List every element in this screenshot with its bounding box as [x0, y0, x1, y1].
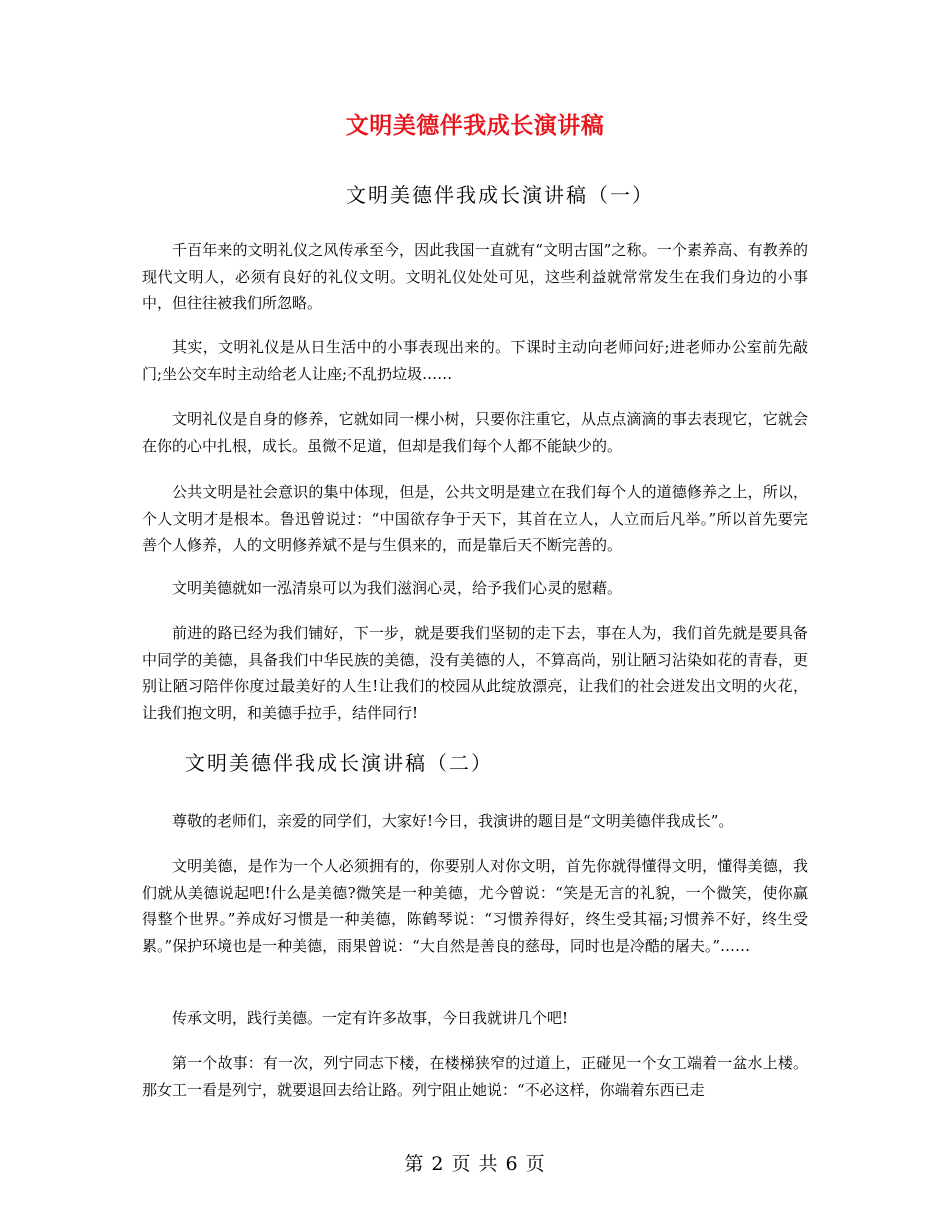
paragraph: 其实，文明礼仪是从日生活中的小事表现出来的。下课时主动向老师问好;进老师办公室前先敲门;坐公交车时主动给老人让座;不乱扔垃圾……	[142, 338, 808, 383]
paragraph: 文明美德，是作为一个人必须拥有的，你要别人对你文明，首先你就得懂得文明，懂得美德，我们就从美德说起吧!什么是美德?微笑是一种美德，尤今曾说：“笑是无言的礼貌，一个微笑，使你赢得整个世界。”养成好习惯是一种美德，陈鹤琴说：“习惯养得好，终生受其福;习惯养不好，终生受累。”保护环境也是一种美德，雨果曾说：“大自然是善良的慈母，同时也是冷酷的屠夫。”……	[142, 857, 808, 955]
paragraph: 前进的路已经为我们铺好，下一步，就是要我们坚韧的走下去，事在人为，我们首先就是要具备中同学的美德，具备我们中华民族的美德，没有美德的人，不算高尚，别让陋习沾染如花的青春，更别让陋习陪伴你度过最美好的人生!让我们的校园从此绽放漂亮，让我们的社会迸发出文明的火花，让我们抱文明，和美德手拉手，结伴同行!	[142, 624, 808, 722]
paragraph: 传承文明，践行美德。一定有许多故事，今日我就讲几个吧!	[172, 1009, 569, 1027]
document-title: 文明美德伴我成长演讲稿	[345, 113, 605, 139]
paragraph: 尊敬的老师们，亲爱的同学们，大家好!今日，我演讲的题目是“文明美德伴我成长”。	[172, 812, 734, 830]
section-heading-2: 文明美德伴我成长演讲稿（二）	[185, 751, 493, 775]
paragraph: 第一个故事：有一次，列宁同志下楼，在楼梯狭窄的过道上，正碰见一个女工端着一盆水上楼。那女工一看是列宁，就要退回去给让路。列宁阻止她说：“不必这样，你端着东西已走	[142, 1054, 808, 1099]
page-footer: 第 2 页 共 6 页	[404, 1153, 546, 1175]
section-heading-1: 文明美德伴我成长演讲稿（一）	[346, 183, 654, 207]
paragraph: 公共文明是社会意识的集中体现，但是，公共文明是建立在我们每个人的道德修养之上，所以，个人文明才是根本。鲁迅曾说过：“中国欲存争于天下，其首在立人，人立而后凡举。”所以首先要完善个人修养，人的文明修养斌不是与生俱来的，而是靠后天不断完善的。	[142, 483, 808, 554]
paragraph: 文明美德就如一泓清泉可以为我们滋润心灵，给予我们心灵的慰藉。	[172, 579, 623, 597]
paragraph: 文明礼仪是自身的修养，它就如同一棵小树，只要你注重它，从点点滴滴的事去表现它，它就会在你的心中扎根，成长。虽微不足道，但却是我们每个人都不能缺少的。	[142, 410, 808, 455]
paragraph: 千百年来的文明礼仪之风传承至今，因此我国一直就有“文明古国”之称。一个素养高、有教养的现代文明人，必须有良好的礼仪文明。文明礼仪处处可见，这些利益就常常发生在我们身边的小事中，但往往被我们所忽略。	[142, 241, 808, 312]
